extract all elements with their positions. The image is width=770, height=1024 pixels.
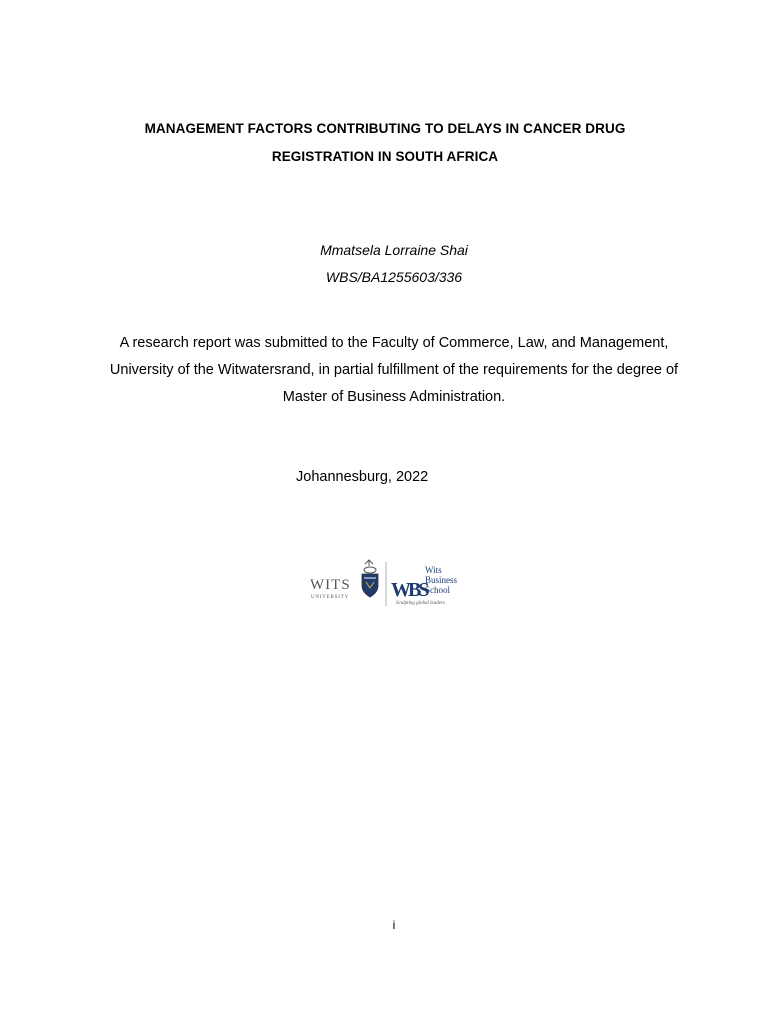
- wbs-monogram: WBS: [391, 579, 427, 601]
- student-number: WBS/BA1255603/336: [325, 269, 463, 285]
- report-title-line-2: REGISTRATION IN SOUTH AFRICA: [271, 149, 499, 164]
- school-name-line-1: Wits: [425, 565, 442, 575]
- author-name: Mmatsela Lorraine Shai: [320, 242, 468, 258]
- wits-business-school-logo: [308, 556, 478, 612]
- submission-statement-line-2: University of the Witwatersrand, in partial fulfillment of the requirements for the degree of: [109, 362, 679, 378]
- coat-of-arms-icon: [362, 560, 378, 597]
- report-title-line-1: MANAGEMENT FACTORS CONTRIBUTING TO DELAYS IN CANCER DRUG: [144, 121, 626, 136]
- school-name-line-2: Business: [425, 575, 458, 585]
- university-wordmark: UNIVERSITY: [311, 595, 349, 600]
- school-tagline: Sculpting global leaders: [396, 601, 445, 606]
- submission-statement-line-3: Master of Business Administration.: [282, 389, 506, 405]
- place-and-year: Johannesburg, 2022: [296, 469, 429, 485]
- page-number: i: [392, 918, 396, 932]
- submission-statement-line-1: A research report was submitted to the Faculty of Commerce, Law, and Management,: [119, 335, 669, 351]
- school-name-line-3: School: [425, 585, 451, 595]
- wits-wordmark: WITS: [310, 577, 351, 593]
